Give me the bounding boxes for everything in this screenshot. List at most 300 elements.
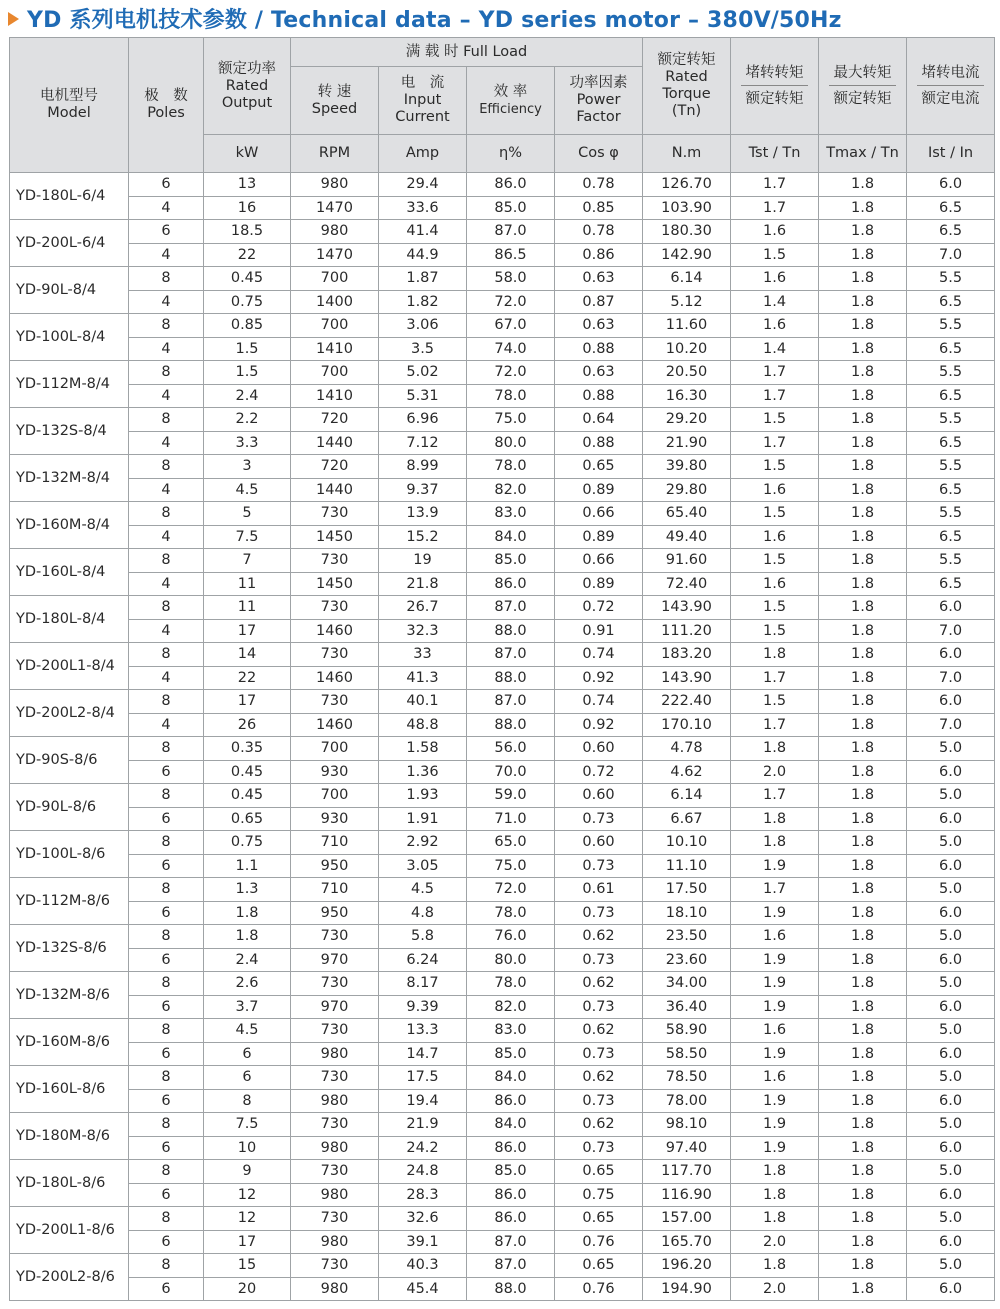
cell-model: YD-132M-8/4 [10, 455, 129, 502]
cell-efficiency: 72.0 [467, 290, 555, 314]
cell-output: 0.35 [204, 737, 291, 761]
cell-tst-tn: 1.8 [731, 1207, 819, 1231]
table-row [10, 713, 995, 737]
cell-tmax-tn: 1.8 [819, 995, 907, 1019]
cell-tmax-tn: 1.8 [819, 361, 907, 385]
cell-tmax-tn: 1.8 [819, 1066, 907, 1090]
cell-power-factor: 0.88 [555, 337, 643, 361]
cell-model: YD-180M-8/6 [10, 1113, 129, 1160]
cell-tst-tn: 1.6 [731, 1066, 819, 1090]
cell-poles: 4 [129, 431, 204, 455]
cell-torque: 143.90 [643, 596, 731, 620]
cell-torque: 78.00 [643, 1089, 731, 1113]
cell-efficiency: 85.0 [467, 1042, 555, 1066]
cell-current: 1.82 [379, 290, 467, 314]
cell-tmax-tn: 1.8 [819, 737, 907, 761]
cell-model: YD-90S-8/6 [10, 737, 129, 784]
cell-speed: 980 [291, 1230, 379, 1254]
cell-poles: 4 [129, 243, 204, 267]
cell-output: 1.3 [204, 878, 291, 902]
cell-output: 1.8 [204, 901, 291, 925]
cell-tmax-tn: 1.8 [819, 1042, 907, 1066]
table-row [10, 1019, 995, 1043]
cell-tst-tn: 1.6 [731, 525, 819, 549]
table-row [10, 1207, 995, 1231]
table-row [10, 549, 995, 573]
cell-efficiency: 86.0 [467, 173, 555, 197]
cell-power-factor: 0.89 [555, 478, 643, 502]
cell-output: 15 [204, 1254, 291, 1278]
unit-cos-phi: Cos φ [555, 135, 643, 173]
cell-output: 7.5 [204, 1113, 291, 1137]
triangle-marker-icon [8, 12, 19, 26]
cell-current: 1.93 [379, 784, 467, 808]
cell-power-factor: 0.63 [555, 361, 643, 385]
cell-ist-in: 5.0 [907, 784, 995, 808]
cell-efficiency: 86.0 [467, 1136, 555, 1160]
cell-efficiency: 85.0 [467, 196, 555, 220]
cell-speed: 980 [291, 1277, 379, 1301]
cell-tmax-tn: 1.8 [819, 784, 907, 808]
header-full-load: 满 载 时 Full Load [291, 38, 643, 67]
cell-ist-in: 7.0 [907, 243, 995, 267]
table-row [10, 784, 995, 808]
table-row [10, 572, 995, 596]
cell-tmax-tn: 1.8 [819, 337, 907, 361]
cell-poles: 8 [129, 502, 204, 526]
cell-current: 6.24 [379, 948, 467, 972]
table-row [10, 1230, 995, 1254]
cell-speed: 1400 [291, 290, 379, 314]
cell-speed: 700 [291, 314, 379, 338]
cell-speed: 980 [291, 220, 379, 244]
cell-torque: 21.90 [643, 431, 731, 455]
cell-speed: 1410 [291, 337, 379, 361]
table-row [10, 854, 995, 878]
page-title: YD 系列电机技术参数 / Technical data – YD series motor – 380V/50Hz [27, 7, 842, 33]
cell-power-factor: 0.74 [555, 643, 643, 667]
unit-rpm: RPM [291, 135, 379, 173]
cell-ist-in: 5.0 [907, 1066, 995, 1090]
cell-poles: 8 [129, 737, 204, 761]
cell-poles: 6 [129, 1042, 204, 1066]
cell-ist-in: 5.0 [907, 878, 995, 902]
cell-power-factor: 0.64 [555, 408, 643, 432]
cell-tst-tn: 1.8 [731, 737, 819, 761]
cell-tmax-tn: 1.8 [819, 1160, 907, 1184]
cell-torque: 17.50 [643, 878, 731, 902]
cell-speed: 730 [291, 1160, 379, 1184]
cell-ist-in: 5.5 [907, 408, 995, 432]
cell-current: 19 [379, 549, 467, 573]
cell-efficiency: 67.0 [467, 314, 555, 338]
header-rated-torque: 额定转矩 Rated Torque (Tn) [643, 38, 731, 135]
unit-amp: Amp [379, 135, 467, 173]
cell-tst-tn: 1.7 [731, 196, 819, 220]
cell-tmax-tn: 1.8 [819, 666, 907, 690]
cell-model: YD-160L-8/6 [10, 1066, 129, 1113]
cell-tmax-tn: 1.8 [819, 572, 907, 596]
cell-output: 2.4 [204, 948, 291, 972]
cell-current: 17.5 [379, 1066, 467, 1090]
cell-tst-tn: 1.9 [731, 948, 819, 972]
cell-power-factor: 0.73 [555, 1136, 643, 1160]
cell-output: 9 [204, 1160, 291, 1184]
table-row [10, 760, 995, 784]
cell-speed: 980 [291, 1136, 379, 1160]
cell-torque: 18.10 [643, 901, 731, 925]
cell-power-factor: 0.74 [555, 690, 643, 714]
cell-power-factor: 0.65 [555, 1254, 643, 1278]
table-row [10, 1277, 995, 1301]
cell-ist-in: 6.0 [907, 807, 995, 831]
cell-tmax-tn: 1.8 [819, 478, 907, 502]
cell-power-factor: 0.85 [555, 196, 643, 220]
cell-model: YD-90L-8/6 [10, 784, 129, 831]
cell-tmax-tn: 1.8 [819, 384, 907, 408]
header-input-current: 电 流 Input Current [379, 67, 467, 135]
cell-output: 7.5 [204, 525, 291, 549]
cell-power-factor: 0.73 [555, 995, 643, 1019]
cell-torque: 10.10 [643, 831, 731, 855]
cell-tmax-tn: 1.8 [819, 431, 907, 455]
cell-tmax-tn: 1.8 [819, 901, 907, 925]
header-efficiency: 效 率 Efficiency [467, 67, 555, 135]
cell-power-factor: 0.72 [555, 596, 643, 620]
cell-torque: 165.70 [643, 1230, 731, 1254]
cell-current: 13.9 [379, 502, 467, 526]
cell-poles: 8 [129, 1113, 204, 1137]
cell-model: YD-160L-8/4 [10, 549, 129, 596]
cell-poles: 6 [129, 901, 204, 925]
cell-power-factor: 0.78 [555, 173, 643, 197]
cell-torque: 126.70 [643, 173, 731, 197]
cell-current: 3.5 [379, 337, 467, 361]
header-power-factor: 功率因素 Power Factor [555, 67, 643, 135]
cell-output: 11 [204, 596, 291, 620]
cell-power-factor: 0.62 [555, 972, 643, 996]
cell-current: 8.99 [379, 455, 467, 479]
cell-current: 4.5 [379, 878, 467, 902]
cell-model: YD-160M-8/6 [10, 1019, 129, 1066]
cell-speed: 730 [291, 925, 379, 949]
cell-efficiency: 80.0 [467, 948, 555, 972]
table-row [10, 455, 995, 479]
cell-poles: 4 [129, 713, 204, 737]
cell-efficiency: 88.0 [467, 666, 555, 690]
cell-current: 48.8 [379, 713, 467, 737]
cell-power-factor: 0.60 [555, 737, 643, 761]
cell-torque: 194.90 [643, 1277, 731, 1301]
cell-tmax-tn: 1.8 [819, 760, 907, 784]
table-row [10, 478, 995, 502]
table-row [10, 995, 995, 1019]
cell-speed: 700 [291, 361, 379, 385]
cell-power-factor: 0.88 [555, 431, 643, 455]
cell-model: YD-100L-8/6 [10, 831, 129, 878]
cell-tst-tn: 1.9 [731, 972, 819, 996]
cell-ist-in: 6.0 [907, 901, 995, 925]
cell-tmax-tn: 1.8 [819, 619, 907, 643]
cell-tst-tn: 1.7 [731, 713, 819, 737]
cell-ist-in: 6.0 [907, 1089, 995, 1113]
cell-output: 0.65 [204, 807, 291, 831]
cell-tmax-tn: 1.8 [819, 878, 907, 902]
table-row [10, 384, 995, 408]
cell-tst-tn: 1.8 [731, 1183, 819, 1207]
table-row [10, 290, 995, 314]
cell-tst-tn: 2.0 [731, 1277, 819, 1301]
cell-output: 1.5 [204, 361, 291, 385]
cell-tst-tn: 1.6 [731, 478, 819, 502]
cell-ist-in: 5.5 [907, 455, 995, 479]
cell-tmax-tn: 1.8 [819, 408, 907, 432]
cell-speed: 730 [291, 972, 379, 996]
cell-poles: 6 [129, 1277, 204, 1301]
cell-efficiency: 85.0 [467, 1160, 555, 1184]
table-row [10, 408, 995, 432]
cell-tmax-tn: 1.8 [819, 807, 907, 831]
cell-tmax-tn: 1.8 [819, 290, 907, 314]
cell-speed: 950 [291, 901, 379, 925]
cell-ist-in: 6.5 [907, 220, 995, 244]
cell-output: 3.3 [204, 431, 291, 455]
cell-torque: 6.14 [643, 267, 731, 291]
cell-power-factor: 0.72 [555, 760, 643, 784]
cell-power-factor: 0.61 [555, 878, 643, 902]
table-row [10, 502, 995, 526]
cell-output: 26 [204, 713, 291, 737]
cell-ist-in: 6.5 [907, 196, 995, 220]
cell-efficiency: 78.0 [467, 384, 555, 408]
table-row [10, 243, 995, 267]
cell-efficiency: 85.0 [467, 549, 555, 573]
cell-torque: 143.90 [643, 666, 731, 690]
cell-current: 8.17 [379, 972, 467, 996]
cell-torque: 39.80 [643, 455, 731, 479]
cell-current: 21.9 [379, 1113, 467, 1137]
table-row [10, 1183, 995, 1207]
cell-power-factor: 0.86 [555, 243, 643, 267]
cell-output: 1.5 [204, 337, 291, 361]
cell-torque: 4.78 [643, 737, 731, 761]
cell-power-factor: 0.88 [555, 384, 643, 408]
cell-poles: 8 [129, 643, 204, 667]
cell-model: YD-200L1-8/6 [10, 1207, 129, 1254]
cell-output: 17 [204, 619, 291, 643]
cell-poles: 6 [129, 760, 204, 784]
cell-speed: 730 [291, 1254, 379, 1278]
cell-poles: 6 [129, 220, 204, 244]
cell-power-factor: 0.60 [555, 831, 643, 855]
cell-ist-in: 6.0 [907, 1230, 995, 1254]
cell-poles: 8 [129, 1254, 204, 1278]
cell-poles: 8 [129, 314, 204, 338]
cell-efficiency: 74.0 [467, 337, 555, 361]
cell-power-factor: 0.73 [555, 948, 643, 972]
cell-tst-tn: 2.0 [731, 1230, 819, 1254]
cell-tmax-tn: 1.8 [819, 972, 907, 996]
cell-power-factor: 0.76 [555, 1230, 643, 1254]
cell-current: 28.3 [379, 1183, 467, 1207]
cell-speed: 1470 [291, 243, 379, 267]
cell-output: 2.6 [204, 972, 291, 996]
cell-output: 17 [204, 1230, 291, 1254]
cell-tst-tn: 1.6 [731, 925, 819, 949]
cell-poles: 8 [129, 1160, 204, 1184]
cell-ist-in: 6.0 [907, 1277, 995, 1301]
cell-tmax-tn: 1.8 [819, 1183, 907, 1207]
cell-tmax-tn: 1.8 [819, 713, 907, 737]
cell-tst-tn: 1.8 [731, 1160, 819, 1184]
cell-efficiency: 88.0 [467, 713, 555, 737]
cell-power-factor: 0.73 [555, 1042, 643, 1066]
cell-torque: 16.30 [643, 384, 731, 408]
cell-output: 17 [204, 690, 291, 714]
cell-power-factor: 0.89 [555, 525, 643, 549]
cell-current: 24.8 [379, 1160, 467, 1184]
cell-tst-tn: 1.9 [731, 1113, 819, 1137]
cell-efficiency: 87.0 [467, 1230, 555, 1254]
cell-power-factor: 0.78 [555, 220, 643, 244]
table-row [10, 431, 995, 455]
table-row [10, 173, 995, 197]
cell-efficiency: 84.0 [467, 1113, 555, 1137]
cell-output: 6 [204, 1042, 291, 1066]
table-row [10, 972, 995, 996]
cell-torque: 49.40 [643, 525, 731, 549]
cell-output: 14 [204, 643, 291, 667]
cell-model: YD-160M-8/4 [10, 502, 129, 549]
cell-efficiency: 86.5 [467, 243, 555, 267]
cell-tmax-tn: 1.8 [819, 854, 907, 878]
cell-speed: 730 [291, 502, 379, 526]
cell-torque: 6.14 [643, 784, 731, 808]
cell-efficiency: 86.0 [467, 1207, 555, 1231]
cell-ist-in: 5.0 [907, 1019, 995, 1043]
cell-poles: 6 [129, 1183, 204, 1207]
cell-power-factor: 0.63 [555, 267, 643, 291]
cell-poles: 8 [129, 831, 204, 855]
cell-poles: 8 [129, 408, 204, 432]
cell-ist-in: 6.5 [907, 525, 995, 549]
cell-power-factor: 0.87 [555, 290, 643, 314]
cell-efficiency: 82.0 [467, 478, 555, 502]
cell-tmax-tn: 1.8 [819, 1277, 907, 1301]
cell-poles: 6 [129, 854, 204, 878]
cell-current: 2.92 [379, 831, 467, 855]
cell-output: 4.5 [204, 1019, 291, 1043]
cell-tmax-tn: 1.8 [819, 1113, 907, 1137]
cell-poles: 4 [129, 525, 204, 549]
cell-torque: 180.30 [643, 220, 731, 244]
cell-model: YD-132M-8/6 [10, 972, 129, 1019]
cell-current: 24.2 [379, 1136, 467, 1160]
header-model: 电机型号 Model [10, 38, 129, 173]
cell-tmax-tn: 1.8 [819, 596, 907, 620]
cell-power-factor: 0.62 [555, 925, 643, 949]
cell-ist-in: 5.0 [907, 1254, 995, 1278]
cell-tst-tn: 1.5 [731, 243, 819, 267]
header-poles: 极 数 Poles [129, 38, 204, 173]
cell-power-factor: 0.66 [555, 549, 643, 573]
cell-speed: 730 [291, 690, 379, 714]
cell-ist-in: 5.0 [907, 925, 995, 949]
cell-efficiency: 87.0 [467, 643, 555, 667]
cell-speed: 970 [291, 948, 379, 972]
cell-tmax-tn: 1.8 [819, 173, 907, 197]
cell-output: 5 [204, 502, 291, 526]
cell-poles: 6 [129, 995, 204, 1019]
cell-output: 6 [204, 1066, 291, 1090]
cell-current: 26.7 [379, 596, 467, 620]
cell-current: 1.36 [379, 760, 467, 784]
cell-torque: 20.50 [643, 361, 731, 385]
cell-current: 19.4 [379, 1089, 467, 1113]
cell-current: 5.02 [379, 361, 467, 385]
cell-efficiency: 83.0 [467, 1019, 555, 1043]
cell-tst-tn: 1.7 [731, 384, 819, 408]
cell-speed: 1470 [291, 196, 379, 220]
cell-output: 22 [204, 243, 291, 267]
cell-model: YD-180L-8/6 [10, 1160, 129, 1207]
table-row [10, 1066, 995, 1090]
cell-poles: 8 [129, 1066, 204, 1090]
cell-poles: 4 [129, 619, 204, 643]
cell-poles: 8 [129, 972, 204, 996]
cell-torque: 183.20 [643, 643, 731, 667]
cell-tst-tn: 1.7 [731, 878, 819, 902]
cell-poles: 6 [129, 1136, 204, 1160]
cell-tmax-tn: 1.8 [819, 948, 907, 972]
cell-output: 13 [204, 173, 291, 197]
cell-ist-in: 5.0 [907, 737, 995, 761]
unit-efficiency: η% [467, 135, 555, 173]
cell-torque: 91.60 [643, 549, 731, 573]
cell-power-factor: 0.89 [555, 572, 643, 596]
cell-tmax-tn: 1.8 [819, 314, 907, 338]
cell-poles: 8 [129, 878, 204, 902]
cell-poles: 8 [129, 455, 204, 479]
cell-torque: 98.10 [643, 1113, 731, 1137]
cell-efficiency: 87.0 [467, 220, 555, 244]
cell-poles: 4 [129, 290, 204, 314]
cell-tst-tn: 1.9 [731, 1042, 819, 1066]
cell-tst-tn: 1.9 [731, 1089, 819, 1113]
cell-output: 3.7 [204, 995, 291, 1019]
table-row [10, 690, 995, 714]
cell-tmax-tn: 1.8 [819, 502, 907, 526]
cell-torque: 196.20 [643, 1254, 731, 1278]
cell-ist-in: 5.0 [907, 831, 995, 855]
cell-ist-in: 5.5 [907, 314, 995, 338]
cell-power-factor: 0.76 [555, 1277, 643, 1301]
cell-speed: 1450 [291, 525, 379, 549]
cell-output: 3 [204, 455, 291, 479]
cell-poles: 8 [129, 784, 204, 808]
cell-efficiency: 59.0 [467, 784, 555, 808]
cell-tmax-tn: 1.8 [819, 1254, 907, 1278]
table-row [10, 596, 995, 620]
table-row [10, 314, 995, 338]
cell-power-factor: 0.65 [555, 1160, 643, 1184]
cell-tmax-tn: 1.8 [819, 267, 907, 291]
table-row [10, 525, 995, 549]
cell-efficiency: 87.0 [467, 1254, 555, 1278]
cell-tst-tn: 1.7 [731, 361, 819, 385]
cell-output: 1.1 [204, 854, 291, 878]
cell-current: 7.12 [379, 431, 467, 455]
